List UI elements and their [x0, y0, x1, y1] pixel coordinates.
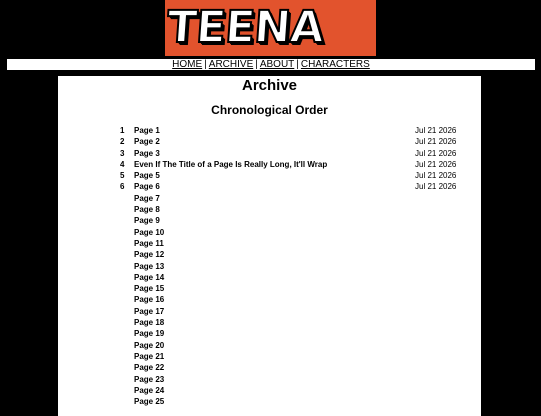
archive-page-link[interactable]: Page 13 [134, 261, 165, 271]
site-logo-banner[interactable] [165, 0, 528, 56]
archive-page-link[interactable]: Even If The Title of a Page Is Really Long, It'll Wrap [134, 159, 328, 169]
archive-page-link[interactable]: Page 7 [134, 193, 160, 203]
page-title: Archive [241, 77, 298, 94]
archive-row-date: Jul 21 2026 [415, 137, 457, 147]
archive-page-link[interactable]: Page 11 [134, 238, 164, 248]
archive-page-link[interactable]: Page 9 [134, 216, 160, 226]
nav-home-link[interactable]: HOME [172, 59, 203, 70]
archive-row [58, 250, 481, 261]
archive-page-link[interactable]: Page 2 [134, 137, 160, 147]
archive-row [58, 341, 481, 352]
archive-row [58, 137, 481, 148]
archive-page-link[interactable]: Page 21 [134, 351, 165, 361]
archive-page-link[interactable]: Page 1 [134, 126, 160, 135]
nav-separator: | [296, 59, 299, 70]
archive-page-link[interactable]: Page 10 [134, 227, 165, 237]
archive-row-date: Jul 21 2026 [415, 159, 457, 169]
logo-wordmark: TEENA [165, 2, 325, 53]
archive-row [58, 363, 481, 374]
archive-page-link[interactable]: Page 24 [134, 385, 165, 395]
archive-page-link[interactable]: Page 17 [134, 306, 165, 316]
archive-row [58, 194, 481, 205]
archive-row [58, 375, 481, 386]
archive-row [58, 205, 481, 216]
archive-row-number: 4 [120, 159, 125, 169]
archive-row [58, 284, 481, 295]
archive-page-link[interactable]: Page 18 [134, 318, 165, 328]
archive-row [58, 160, 481, 171]
archive-page-link[interactable]: Page 25 [134, 397, 165, 407]
archive-page-link[interactable]: Page 6 [134, 182, 160, 192]
logo-signature: hilda terry [485, 11, 528, 48]
archive-row [58, 262, 481, 273]
archive-row [58, 273, 481, 284]
archive-row-date: Jul 21 2026 [415, 182, 457, 192]
archive-page-link[interactable]: Page 23 [134, 374, 165, 384]
archive-page-link[interactable]: Page 20 [134, 340, 165, 350]
nav-characters-link[interactable]: CHARACTERS [300, 59, 370, 70]
archive-row-date: Jul 21 2026 [415, 171, 457, 181]
archive-page-link[interactable]: Page 15 [134, 284, 165, 294]
archive-row [58, 126, 481, 137]
archive-page-link[interactable]: Page 3 [134, 148, 160, 158]
archive-row [58, 295, 481, 306]
main-nav [6, 58, 536, 71]
archive-row [58, 329, 481, 340]
nav-separator: | [255, 59, 258, 70]
archive-list [58, 126, 481, 408]
archive-row-number: 3 [120, 148, 125, 158]
nav-about-link[interactable]: ABOUT [259, 59, 295, 70]
archive-row-number: 5 [120, 171, 125, 181]
archive-row [58, 171, 481, 182]
archive-row-number: 2 [120, 137, 125, 147]
archive-row [58, 239, 481, 250]
archive-page-link[interactable]: Page 22 [134, 363, 165, 373]
archive-row [58, 318, 481, 329]
archive-row-number: 6 [120, 182, 125, 192]
archive-page-link[interactable]: Page 12 [134, 250, 165, 260]
archive-page-link[interactable]: Page 8 [134, 205, 160, 215]
archive-row-number: 1 [120, 126, 125, 135]
archive-row [58, 216, 481, 227]
archive-row [58, 386, 481, 397]
logo-by-label: BY [495, 2, 508, 10]
nav-archive-link[interactable]: ARCHIVE [208, 59, 254, 70]
archive-panel [58, 76, 481, 416]
archive-row [58, 228, 481, 239]
archive-page-link[interactable]: Page 19 [134, 329, 165, 339]
archive-row [58, 149, 481, 160]
archive-row [58, 182, 481, 193]
archive-row [58, 352, 481, 363]
archive-page-link[interactable]: Page 14 [134, 272, 165, 282]
archive-page-link[interactable]: Page 5 [134, 171, 160, 181]
archive-row-date: Jul 21 2026 [415, 148, 457, 158]
archive-subtitle: Chronological Order [211, 103, 328, 117]
archive-page-link[interactable]: Page 16 [134, 295, 165, 305]
archive-row-date: Jul 21 2026 [415, 126, 457, 135]
archive-row [58, 307, 481, 318]
archive-row [58, 397, 481, 408]
nav-separator: | [204, 59, 207, 70]
